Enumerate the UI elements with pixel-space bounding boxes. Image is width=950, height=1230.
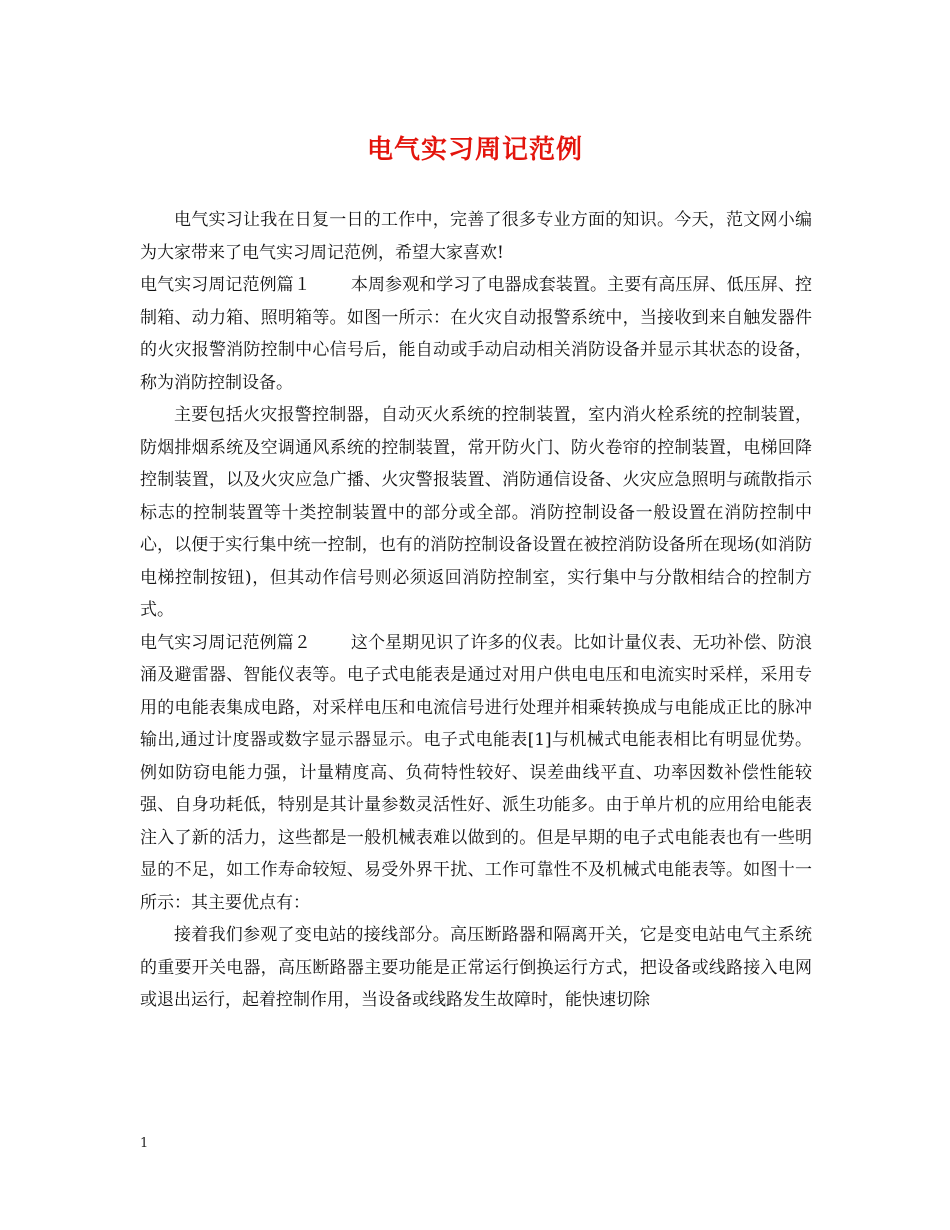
page-number: 1 [140,1136,149,1151]
section-2-heading: 电气实习周记范例篇２ [140,632,311,653]
document-body [140,204,812,1017]
document-title: 电气实习周记范例 [366,135,583,165]
section-1-paragraph [140,269,812,399]
section-1-heading: 电气实习周记范例篇１ [140,275,311,295]
substation-paragraph: 接着我们参观了变电站的接线部分。高压断路器和隔离开关，它是变电站电气主系统的重要开关电器，高压断路器主要功能是正常运行倒换运行方式，把设备或线路接入电网或退出运行，起着控制作用，当设备或线路发生故障时，能快速切除 [140,925,812,1010]
section-1-text: 本周参观和学习了电器成套装置。主要有高压屏、低压屏、控制箱、动力箱、照明箱等。如图一所示：在火灾自动报警系统中，当接收到来自触发器件的火灾报警消防控制中心信号后，能自动或手动启动相关消防设备并显示其状态的设备，称为消防控制设备。 [140,275,813,393]
control-devices-paragraph: 主要包括火灾报警控制器，自动灭火系统的控制装置，室内消火栓系统的控制装置，防烟排烟系统及空调通风系统的控制装置，常开防火门、防火卷帘的控制装置，电梯回降控制装置，以及火灾应急广播、火灾警报装置、消防通信设备、火灾应急照明与疏散指示标志的控制装置等十类控制装置中的部分或全部。消防控制设备一般设置在消防控制中心，以便于实行集中统一控制，也有的消防控制设备设置在被控消防设备所在现场(如消防电梯控制按钮)，但其动作信号则必须返回消防控制室，实行集中与分散相结合的控制方式。 [140,405,812,620]
section-2-paragraph [140,627,812,920]
section-2-text: 这个星期见识了许多的仪表。比如计量仪表、无功补偿、防浪涌及避雷器、智能仪表等。电子式电能表是通过对用户供电电压和电流实时采样，采用专用的电能表集成电路，对采样电压和电流信号进行处理并相乘转换成与电能成正比的脉冲输出,通过计度器或数字显示器显示。电子式电能表[1]与机械式电能表相比有明显优势。例如防窃电能力强，计量精度高、负荷特性较好、误差曲线平直、功率因数补偿性能较强、自身功耗低，特别是其计量参数灵活性好、派生功能多。由于单片机的应用给电能表注入了新的活力，这些都是一般机械表难以做到的。但是早期的电子式电能表也有一些明显的不足，如工作寿命较短、易受外界干扰、工作可靠性不及机械式电能表等。如图十一所示：其主要优点有： [140,632,813,913]
intro-paragraph: 电气实习让我在日复一日的工作中，完善了很多专业方面的知识。今天，范文网小编为大家带来了电气实习周记范例，希望大家喜欢! [140,210,812,263]
